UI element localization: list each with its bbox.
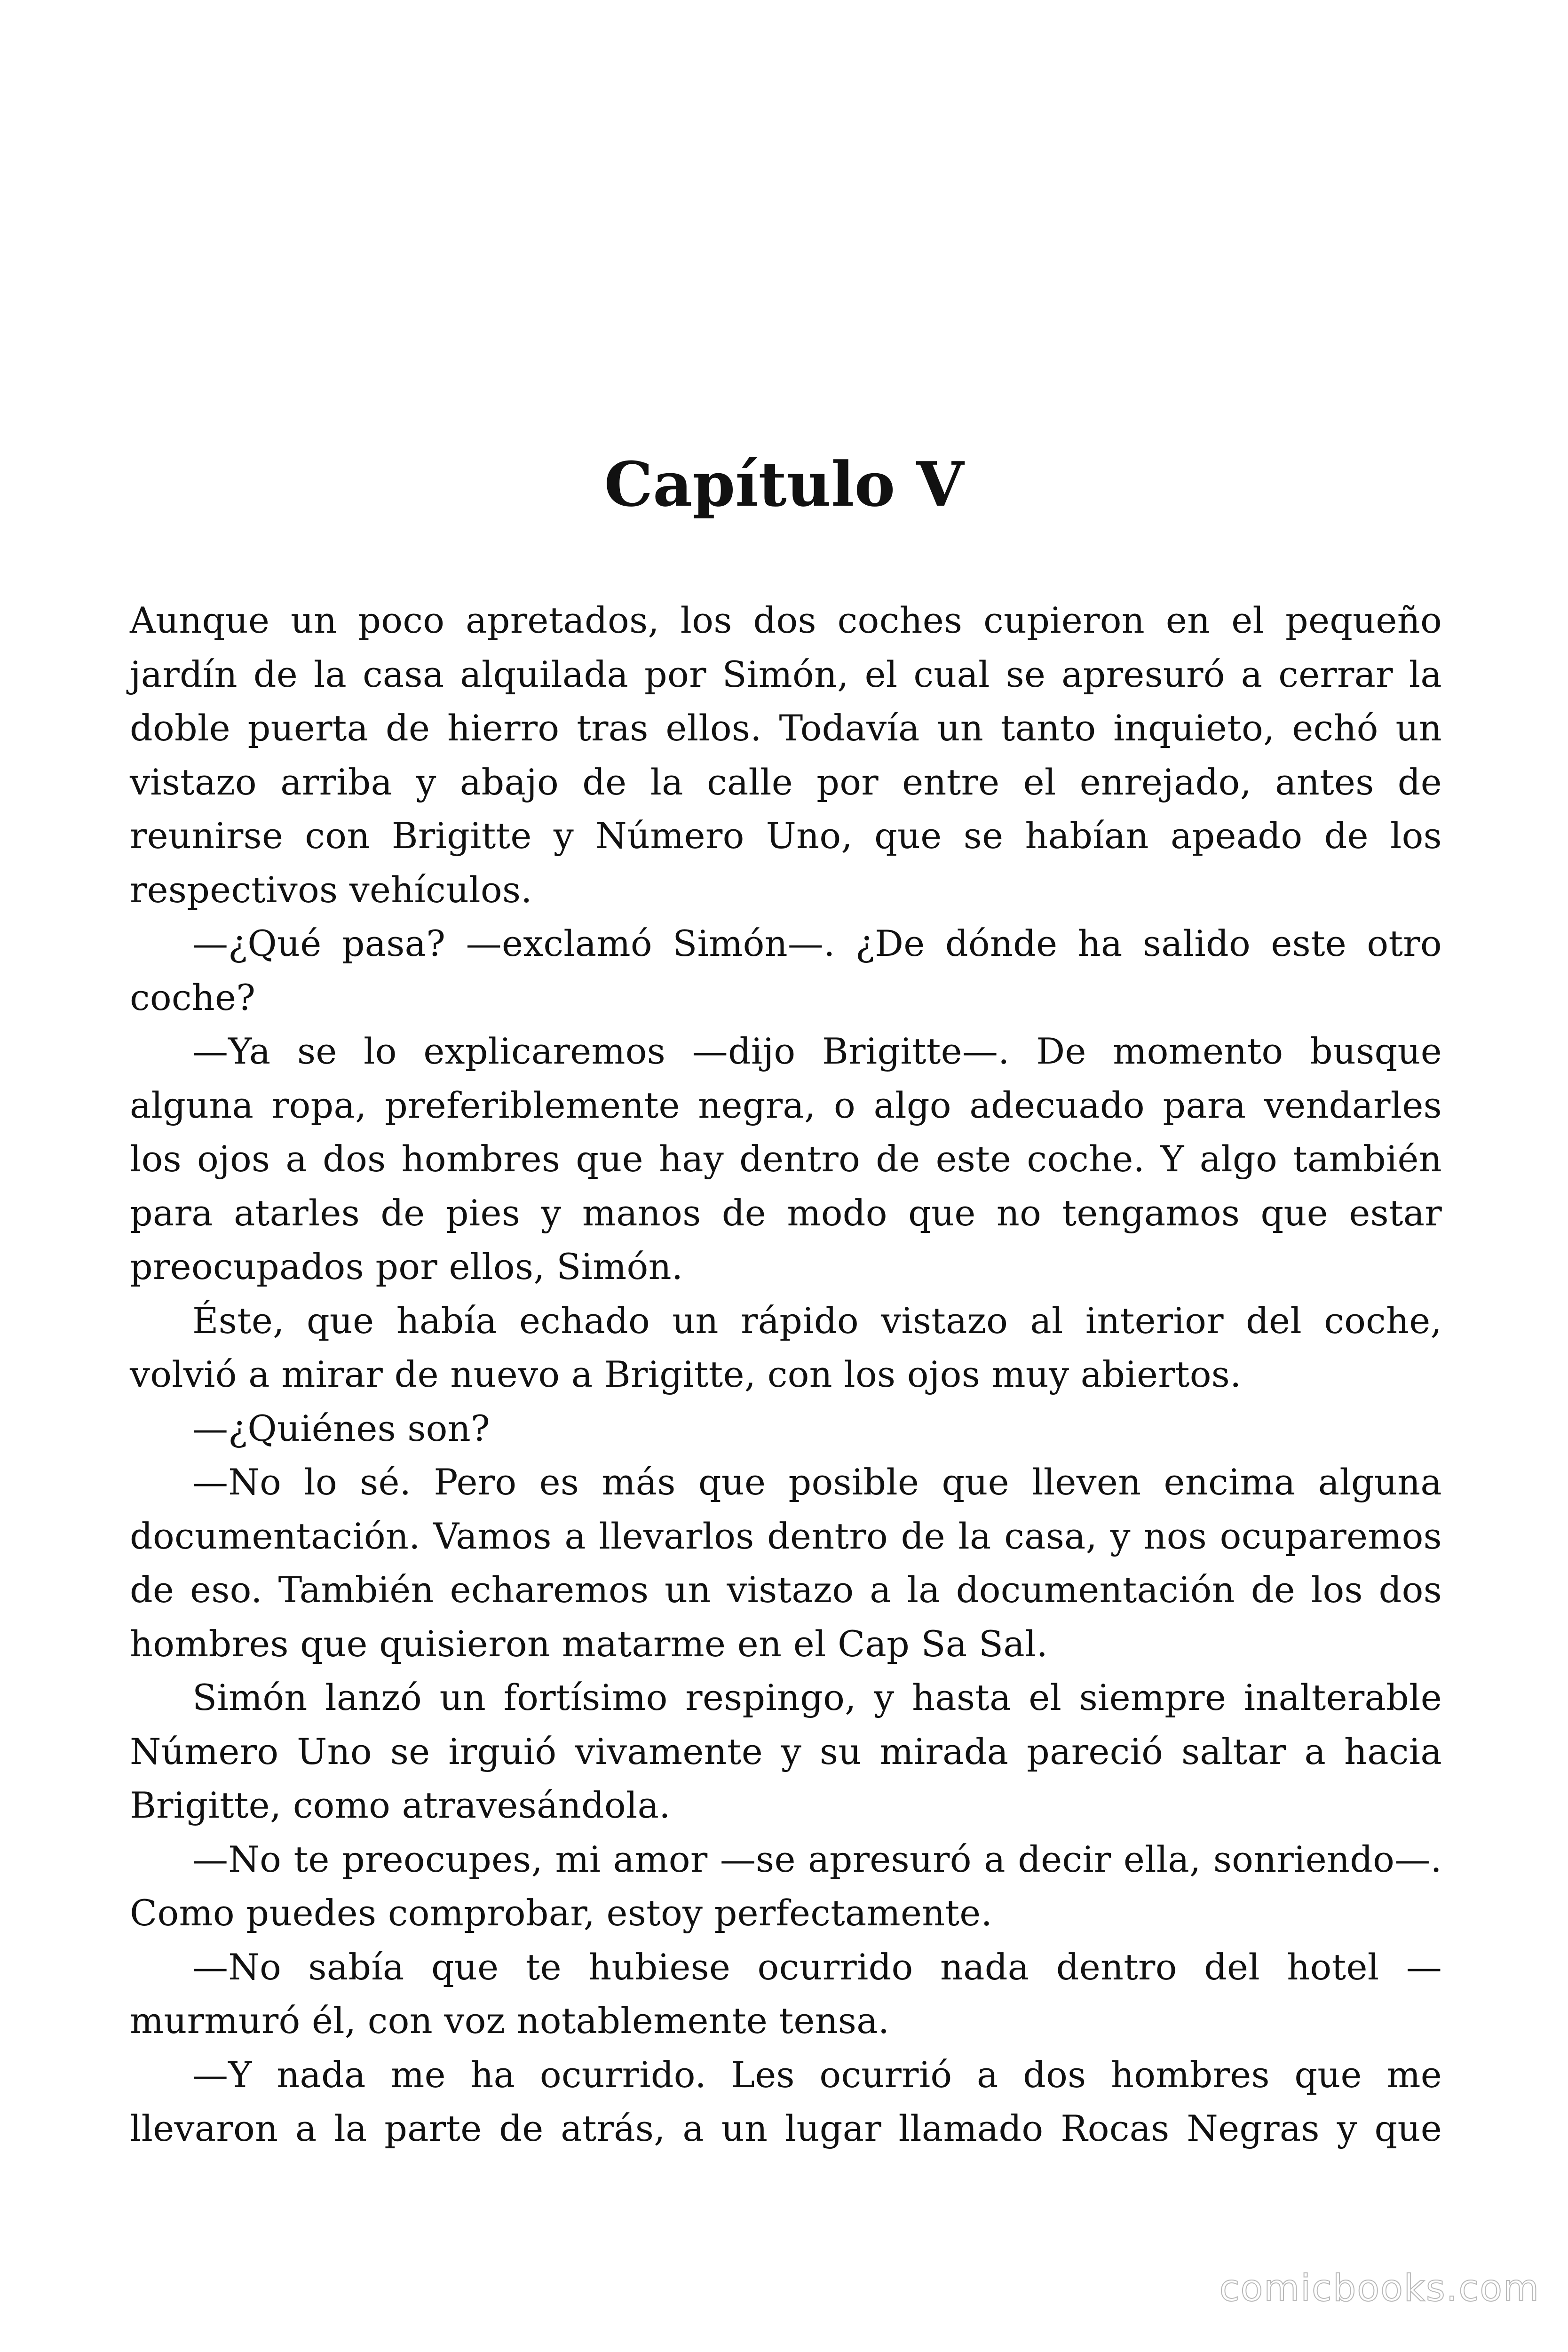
chapter-body bbox=[130, 594, 1442, 2156]
paragraph: —Ya se lo explicaremos —dijo Brigitte—. De momento busque alguna ropa, preferiblemente negra, o algo adecuado para vendarles los ojos a dos hombres que hay dentro de este coche. Y algo también para atarles de pies y manos de modo que no tengamos que estar preocupados por ellos, Simón. bbox=[130, 1030, 1442, 1287]
paragraph: —¿Qué pasa? —exclamó Simón—. ¿De dónde ha salido este otro coche? bbox=[130, 922, 1442, 1018]
paragraph: Simón lanzó un fortísimo respingo, y hasta el siempre inalterable Número Uno se irguió vivamente y su mirada pareció saltar a hacia Brigitte, como atravesándola. bbox=[130, 1677, 1442, 1826]
paragraph: —Y nada me ha ocurrido. Les ocurrió a dos hombres que me llevaron a la parte de atrás, a un lugar llamado Rocas Negras y que bbox=[130, 2053, 1442, 2149]
paragraph: Aunque un poco apretados, los dos coches cupieron en el pequeño jardín de la casa alquilada por Simón, el cual se apresuró a cerrar la doble puerta de hierro tras ellos. Todavía un tanto inquieto, echó un vistazo arriba y abajo de la calle por entre el enrejado, antes de reunirse con Brigitte y Número Uno, que se habían apeado de los respectivos vehículos. bbox=[130, 599, 1442, 911]
watermark: comicbooks.com bbox=[1219, 2267, 1540, 2310]
paragraph: —¿Quiénes son? bbox=[192, 1407, 491, 1449]
chapter-title: Capítulo V bbox=[604, 448, 964, 520]
paragraph: Éste, que había echado un rápido vistazo al interior del coche, volvió a mirar de nuevo a Brigitte, con los ojos muy abiertos. bbox=[130, 1299, 1442, 1395]
paragraph: —No te preocupes, mi amor —se apresuró a decir ella, sonriendo—. Como puedes comprobar, estoy perfectamente. bbox=[130, 1838, 1442, 1934]
paragraph: —No sabía que te hubiese ocurrido nada dentro del hotel —murmuró él, con voz notablemente tensa. bbox=[130, 1946, 1442, 2042]
paragraph: —No lo sé. Pero es más que posible que lleven encima alguna documentación. Vamos a llevarlos dentro de la casa, y nos ocuparemos de eso. También echaremos un vistazo a la documentación de los dos hombres que quisieron matarme en el Cap Sa Sal. bbox=[130, 1461, 1442, 1665]
